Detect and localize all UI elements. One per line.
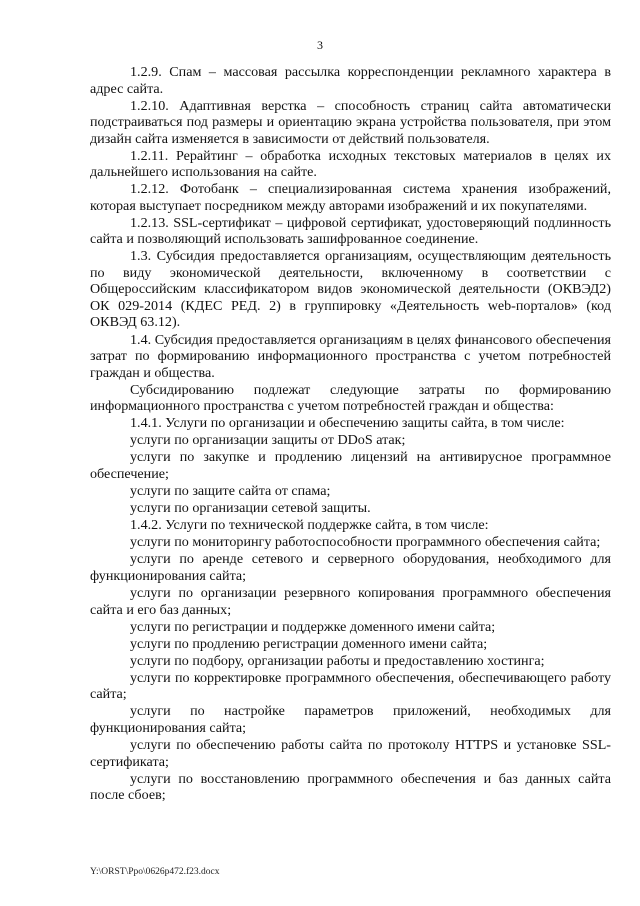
list-item: услуги по продлению регистрации доменного имени сайта; xyxy=(130,635,488,652)
paragraph-1-2-9: 1.2.9. Спам – массовая рассылка корреспонденции рекламного характера в адрес сайта. xyxy=(90,64,611,97)
list-item: услуги по обеспечению работы сайта по протоколу HTTPS и установке SSL-сертификата; xyxy=(90,737,611,770)
list-item: услуги по регистрации и поддержке доменного имени сайта; xyxy=(130,618,496,635)
paragraph-1-2-10: 1.2.10. Адаптивная верстка – способность страниц сайта автоматически подстраиваться под размеры и ориентацию экрана устройства пользователя, при этом дизайн сайта изменяется в зависимости от действий пользователя. xyxy=(90,97,611,147)
paragraph-1-2-13: 1.2.13. SSL-сертификат – цифровой сертификат, удостоверяющий подлинность сайта и позволяющий использовать зашифрованное соединение. xyxy=(90,214,611,248)
list-item: услуги по подбору, организации работы и предоставлению хостинга; xyxy=(130,652,545,669)
list-item: услуги по организации резервного копирования программного обеспечения сайта и его баз данных; xyxy=(90,585,611,618)
document-body xyxy=(90,64,611,804)
footer-file-path: Y:\ORST\Ppo\0626p472.f23.docx xyxy=(90,867,220,877)
list-item: услуги по организации сетевой защиты. xyxy=(130,500,371,517)
paragraph-1-3: 1.3. Субсидия предоставляется организациям, осуществляющим деятельность по виду экономической деятельности, включенному в соответствии с Общероссийским классификатором видов экономической деятельности (ОКВЭД2) ОК 029-2014 (КДЕС РЕД. 2) в группировку «Деятельность web-порталов» (код ОКВЭД 63.12). xyxy=(90,248,611,331)
paragraph-1-2-12: 1.2.12. Фотобанк – специализированная система хранения изображений, которая выступает посредником между авторами изображений и их покупателями. xyxy=(90,181,611,214)
list-item: услуги по закупке и продлению лицензий на антивирусное программное обеспечение; xyxy=(90,449,611,482)
paragraph-1-4: 1.4. Субсидия предоставляется организациям в целях финансового обеспечения затрат по формированию информационного пространства с учетом потребностей граждан и общества. xyxy=(90,331,611,381)
list-item: услуги по восстановлению программного обеспечения и баз данных сайта после сбоев; xyxy=(90,770,611,804)
list-item: услуги по аренде сетевого и серверного оборудования, необходимого для функционирования сайта; xyxy=(90,551,611,584)
list-item: услуги по защите сайта от спама; xyxy=(130,483,331,500)
list-item: услуги по настройке параметров приложений, необходимых для функционирования сайта; xyxy=(90,703,611,736)
page-number: 3 xyxy=(317,38,323,52)
list-item: услуги по мониторингу работоспособности программного обеспечения сайта; xyxy=(130,534,601,551)
list-item: услуги по корректировке программного обеспечения, обеспечивающего работу сайта; xyxy=(90,669,611,703)
paragraph-subsidy-costs: Субсидированию подлежат следующие затраты по формированию информационного пространства с учетом потребностей граждан и общества: xyxy=(90,381,611,415)
paragraph-1-4-1: 1.4.1. Услуги по организации и обеспечению защиты сайта, в том числе: xyxy=(130,415,565,432)
paragraph-1-2-11: 1.2.11. Рерайтинг – обработка исходных текстовых материалов в целях их дальнейшего использования на сайте. xyxy=(90,147,611,181)
paragraph-1-4-2: 1.4.2. Услуги по технической поддержке сайта, в том числе: xyxy=(130,517,489,534)
list-item: услуги по организации защиты от DDoS атак; xyxy=(130,432,406,449)
